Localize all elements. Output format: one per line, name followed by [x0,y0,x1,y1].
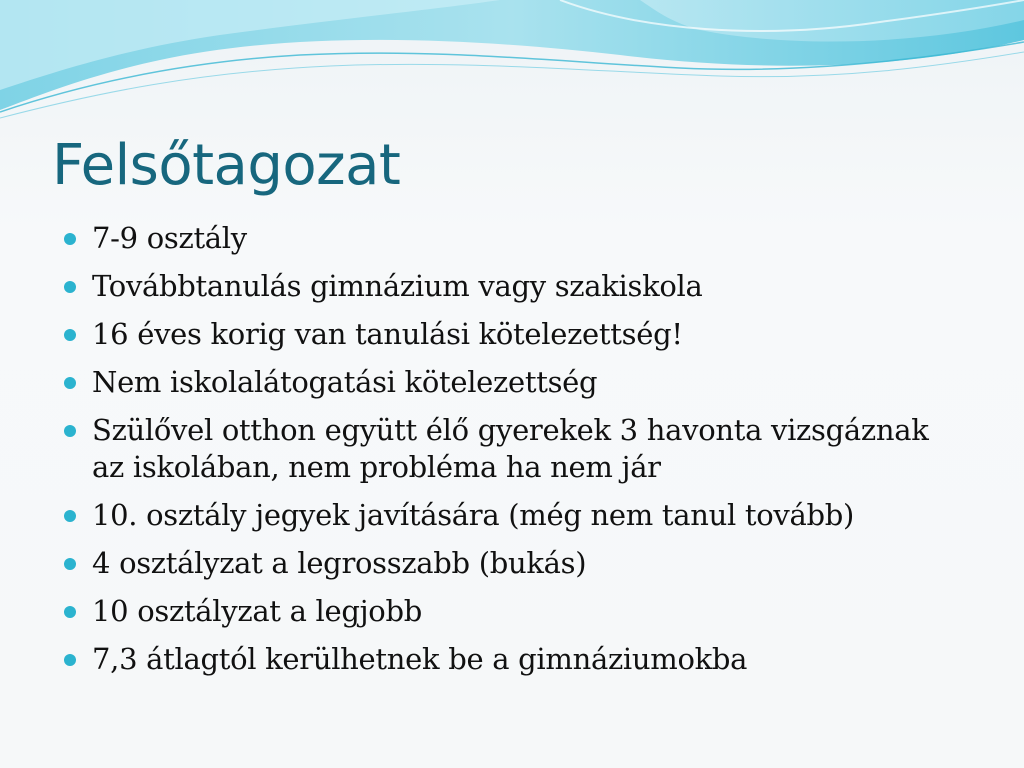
bullet-item [64,364,964,401]
bullet-text: 10 osztályzat a legjobb [92,594,422,628]
bullet-item [64,412,964,486]
bullet-dot-icon [64,606,76,618]
bullet-text: Továbbtanulás gimnázium vagy szakiskola [92,269,703,303]
bullet-dot-icon [64,329,76,341]
bullet-item [64,316,964,353]
header-wave-decoration [0,0,1024,130]
bullet-text: Szülővel otthon együtt élő gyerekek 3 havonta vizsgáznak az iskolában, nem probléma ha nem jár [92,413,929,484]
bullet-text: 4 osztályzat a legrosszabb (bukás) [92,546,587,580]
bullet-item [64,545,964,582]
bullet-text: Nem iskolalátogatási kötelezettség [92,365,598,399]
bullet-text: 7-9 osztály [92,221,247,255]
bullet-dot-icon [64,233,76,245]
bullet-list [64,220,964,689]
bullet-item [64,268,964,305]
bullet-text: 7,3 átlagtól kerülhetnek be a gimnáziumokba [92,642,748,676]
bullet-dot-icon [64,558,76,570]
bullet-dot-icon [64,510,76,522]
bullet-text: 10. osztály jegyek javítására (még nem tanul tovább) [92,498,854,532]
bullet-item [64,497,964,534]
bullet-item [64,220,964,257]
bullet-item [64,641,964,678]
bullet-dot-icon [64,425,76,437]
bullet-text: 16 éves korig van tanulási kötelezettség! [92,317,683,351]
bullet-dot-icon [64,281,76,293]
bullet-item [64,593,964,630]
slide-title: Felsőtagozat [52,133,401,198]
bullet-dot-icon [64,377,76,389]
bullet-dot-icon [64,654,76,666]
